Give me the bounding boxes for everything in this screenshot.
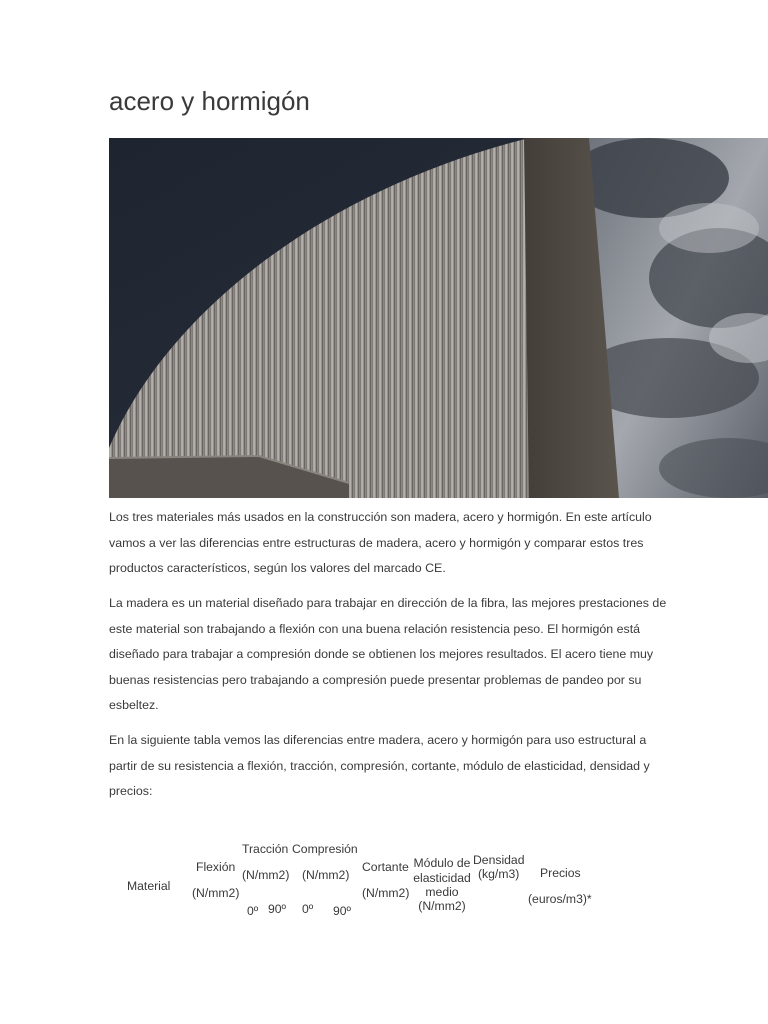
th-traccion-0: 0º (247, 904, 259, 918)
page-title: acero y hormigón (109, 86, 310, 116)
th-compresion: Compresión (292, 842, 358, 856)
th-densidad: Densidad (473, 853, 525, 867)
th-precios-unit: (euros/m3)* (528, 892, 592, 906)
th-traccion: Tracción (242, 842, 289, 856)
th-modulo-l1: Módulo de (413, 856, 471, 870)
paragraph-materials: La madera es un material diseñado para trabajar en dirección de la fibra, las mejores prestaciones de este material son trabajando a flexión con una buena relación resistencia peso. El hormigón está diseñado para trabajar a compresión donde se obtienen los mejores resultados. El acero tiene muy buenas resistencias pero trabajando a compresión puede presentar problemas de pandeo por su esbeltez. (109, 596, 667, 713)
paragraph-table-intro: En la siguiente tabla vemos las diferencias entre madera, acero y hormigón para uso estructural a partir de su resistencia a flexión, tracción, compresión, cortante, módulo de elasticidad, densidad y precios: (109, 733, 650, 799)
th-cortante-unit: (N/mm2) (362, 886, 410, 900)
hero-image (109, 138, 768, 498)
th-compresion-0: 0º (302, 902, 314, 916)
th-compresion-90: 90º (333, 904, 352, 918)
th-precios: Precios (540, 866, 581, 880)
th-densidad-unit: (kg/m3) (478, 867, 520, 881)
th-material: Material (127, 879, 171, 893)
th-traccion-90: 90º (268, 902, 287, 916)
th-flexion-unit: (N/mm2) (192, 886, 240, 900)
th-compresion-unit: (N/mm2) (302, 868, 350, 882)
th-flexion: Flexión (196, 860, 236, 874)
th-modulo-l3: medio (425, 885, 459, 899)
paragraph-intro: Los tres materiales más usados en la construcción son madera, acero y hormigón. En este artículo vamos a ver las diferencias entre estructuras de madera, acero y hormigón y comparar estos tres productos característicos, según los valores del marcado CE. (109, 510, 652, 576)
th-cortante: Cortante (362, 860, 409, 874)
th-traccion-unit: (N/mm2) (242, 868, 290, 882)
th-modulo-unit: (N/mm2) (418, 899, 466, 913)
th-modulo-l2: elasticidad (413, 871, 471, 885)
